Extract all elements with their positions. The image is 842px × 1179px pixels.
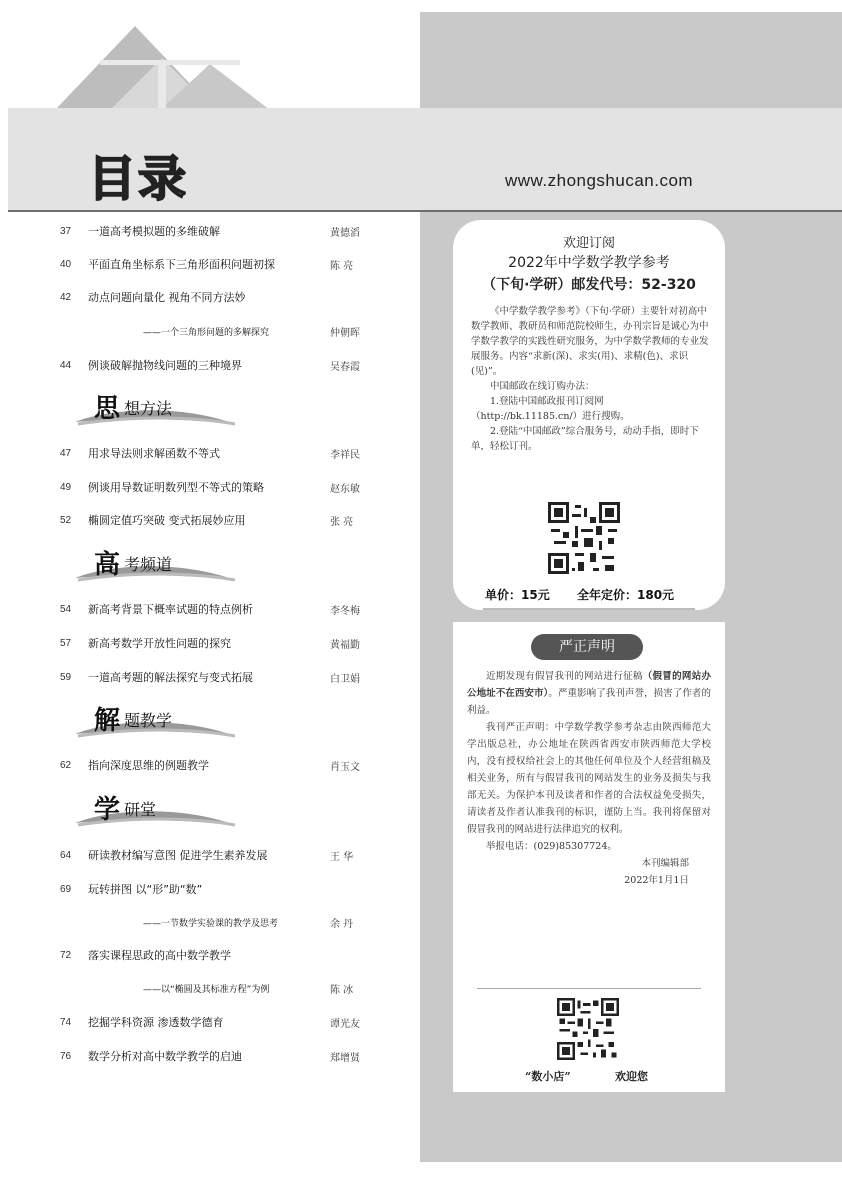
notice-p1-highlight: （假冒的网站办公地址不在西安市） bbox=[467, 671, 711, 699]
toc-page: 40 bbox=[60, 258, 72, 270]
shop-name: “数小店” bbox=[525, 1070, 571, 1083]
toc-author: 李冬梅 bbox=[330, 605, 360, 617]
toc-entry[interactable] bbox=[60, 844, 390, 866]
notice-p1-a: 近期发现有假冒我刊的网站进行征稿 bbox=[486, 671, 643, 682]
toc-page: 62 bbox=[60, 759, 72, 771]
toc-title: 研读教材编写意图 促进学生素养发展 bbox=[88, 849, 268, 862]
toc-entry[interactable] bbox=[60, 476, 390, 498]
toc-author: 仲朝晖 bbox=[330, 327, 360, 339]
toc-page: 64 bbox=[60, 849, 72, 861]
toc-title: 挖掘学科资源 渗透数学德育 bbox=[88, 1016, 224, 1029]
toc-page: 47 bbox=[60, 447, 72, 459]
section-banner-initial: 高 bbox=[94, 550, 121, 580]
subscribe-qr-code[interactable] bbox=[548, 502, 620, 574]
toc-entry[interactable] bbox=[60, 509, 390, 531]
toc-author: 肖玉文 bbox=[330, 761, 360, 773]
notice-stamp: 严正声明 bbox=[531, 634, 643, 660]
toc-entry[interactable] bbox=[60, 754, 390, 776]
toc-title: 玩转拼图 以“形”助“数” bbox=[88, 883, 203, 896]
section-banner-text: 想方法 bbox=[124, 399, 173, 418]
toc-entry[interactable] bbox=[60, 632, 390, 654]
toc-entry[interactable] bbox=[60, 286, 390, 308]
toc-page: 37 bbox=[60, 225, 72, 237]
toc-entry[interactable] bbox=[60, 1011, 390, 1033]
section-banner bbox=[70, 548, 240, 588]
subscribe-postal-code: （下旬·学研）邮发代号：52-320 bbox=[482, 277, 696, 293]
toc-page: 49 bbox=[60, 481, 72, 493]
toc-page: 72 bbox=[60, 949, 72, 961]
toc-title: 一道高考题的解法探究与变式拓展 bbox=[88, 671, 253, 684]
toc-entry[interactable] bbox=[60, 1045, 390, 1067]
toc-subtitle bbox=[60, 320, 390, 342]
toc-page: 54 bbox=[60, 603, 72, 615]
toc-page: 44 bbox=[60, 359, 72, 371]
toc-page: 42 bbox=[60, 291, 72, 303]
toc-author: 张 亮 bbox=[330, 516, 354, 528]
toc-title: 新高考背景下概率试题的特点例析 bbox=[88, 603, 253, 616]
annual-price: 全年定价：180元 bbox=[577, 588, 675, 602]
header-roof-graphic bbox=[40, 20, 300, 110]
toc-entry[interactable] bbox=[60, 253, 390, 275]
toc-entry[interactable] bbox=[60, 944, 390, 966]
toc-page: 74 bbox=[60, 1016, 72, 1028]
toc-author: 白卫娟 bbox=[330, 673, 360, 685]
subscribe-method-2: 2.登陆“中国邮政”综合服务号，动动手指，即时下单，轻松订刊。 bbox=[471, 426, 699, 452]
unit-price: 单价：15元 bbox=[485, 588, 550, 602]
subscribe-heading: 欢迎订阅 bbox=[562, 236, 615, 251]
toc-author: 余 丹 bbox=[330, 918, 354, 930]
notice-signature: 本刊编辑部 bbox=[641, 858, 689, 869]
toc-entry[interactable] bbox=[60, 220, 390, 242]
toc-entry[interactable] bbox=[60, 878, 390, 900]
website-url[interactable]: www.zhongshucan.com bbox=[505, 171, 694, 190]
notice-text bbox=[467, 668, 711, 889]
toc-title: 数学分析对高中数学教学的启迪 bbox=[88, 1050, 242, 1063]
toc-author: 谭光友 bbox=[330, 1018, 360, 1030]
toc-title: 指向深度思维的例题教学 bbox=[88, 759, 209, 772]
section-banner-initial: 学 bbox=[94, 795, 121, 825]
header-divider bbox=[8, 210, 842, 212]
subscribe-description bbox=[471, 304, 709, 454]
notice-divider bbox=[477, 988, 701, 989]
toc-author: 王 华 bbox=[330, 851, 354, 863]
toc-title: 用求导法则求解函数不等式 bbox=[88, 447, 220, 460]
toc-entry[interactable] bbox=[60, 666, 390, 688]
toc-page: 59 bbox=[60, 671, 72, 683]
page-title: 目录 bbox=[88, 151, 189, 207]
toc-title: 椭圆定值巧突破 变式拓展妙应用 bbox=[88, 514, 246, 527]
toc-title: 平面直角坐标系下三角形面积问题初探 bbox=[88, 258, 275, 271]
toc-subtitle bbox=[60, 911, 390, 933]
toc-subtitle bbox=[60, 977, 390, 999]
section-banner bbox=[70, 793, 240, 833]
section-banner bbox=[70, 704, 240, 744]
toc-author: 吴春霞 bbox=[330, 361, 360, 373]
subscribe-method-1[interactable]: 1.登陆中国邮政报刊订阅网（http://bk.11185.cn/）进行搜购。 bbox=[471, 396, 630, 422]
toc-title: ——一个三角形问题的多解探究 bbox=[143, 327, 270, 338]
toc-page: 69 bbox=[60, 883, 72, 895]
price-divider bbox=[483, 608, 695, 610]
section-banner-text: 考频道 bbox=[124, 555, 173, 574]
toc-title: 动点问题向量化 视角不同方法妙 bbox=[88, 291, 246, 304]
toc-title: ——以“椭圆及其标准方程”为例 bbox=[143, 984, 270, 995]
toc-title: 新高考数学开放性问题的探究 bbox=[88, 637, 231, 650]
section-banner-text: 题教学 bbox=[124, 711, 173, 730]
notice-date: 2022年1月1日 bbox=[624, 875, 689, 886]
toc-author: 黄福勤 bbox=[330, 639, 360, 651]
shop-welcome: 欢迎您 bbox=[615, 1070, 648, 1083]
toc-title: 例谈用导数证明数列型不等式的策略 bbox=[88, 481, 264, 494]
notice-p1-c: 。严重影响了我刊声誉，损害了作者的利益。 bbox=[467, 688, 711, 716]
section-banner-initial: 思 bbox=[94, 394, 121, 424]
toc-title: 例谈破解抛物线问题的三种境界 bbox=[88, 359, 242, 372]
toc-title: 落实课程思政的高中数学教学 bbox=[88, 949, 231, 962]
toc-author: 陈 冰 bbox=[330, 984, 354, 996]
toc-page: 57 bbox=[60, 637, 72, 649]
section-banner-initial: 解 bbox=[94, 706, 121, 736]
subscribe-method-heading: 中国邮政在线订购办法： bbox=[490, 381, 595, 392]
toc-title: 一道高考模拟题的多维破解 bbox=[88, 225, 220, 238]
section-banner bbox=[70, 392, 240, 432]
toc-entry[interactable] bbox=[60, 598, 390, 620]
toc-author: 郑增贤 bbox=[330, 1052, 360, 1064]
toc-title: ——一节数学实验课的教学及思考 bbox=[143, 918, 279, 929]
toc-author: 黄德滔 bbox=[330, 227, 360, 239]
toc-page: 76 bbox=[60, 1050, 72, 1062]
notice-phone: 举报电话：(029)85307724。 bbox=[486, 841, 617, 852]
toc-entry[interactable] bbox=[60, 354, 390, 376]
subscribe-journal: 2022年中学数学教学参考 bbox=[508, 255, 670, 271]
notice-panel bbox=[453, 622, 725, 1092]
toc-author: 陈 亮 bbox=[330, 260, 354, 272]
shop-qr-code[interactable] bbox=[557, 998, 619, 1060]
toc-author: 赵东敏 bbox=[330, 483, 360, 495]
toc-entry[interactable] bbox=[60, 442, 390, 464]
subscription-card bbox=[453, 220, 725, 610]
toc-page: 52 bbox=[60, 514, 72, 526]
notice-p2: 我刊严正声明：中学数学教学参考杂志由陕西师范大学出版总社，办公地址在陕西省西安市陕西师范大学校内，没有授权给社会上的其他任何单位及个人经营组稿及相关业务，所有与假冒我刊的网站发生的业务及损失与我部无关。为保护本刊及读者和作者的合法权益免受损失，请读者及作者认准我刊的标识，谨防上当。我刊将保留对假冒我刊的网站进行法律追究的权利。 bbox=[467, 722, 711, 835]
section-banner-text: 研堂 bbox=[124, 800, 157, 819]
toc-author: 李祥民 bbox=[330, 449, 360, 461]
subscribe-intro: 《中学数学教学参考》（下旬·学研）主要针对初高中数学教师、教研员和师范院校师生，办刊宗旨是诚心为中学数学教学的实践性研究服务，为中学数学教师的专业发展服务。内容“求新(深)、求实(用)、求精(色)、求识(见)”。 bbox=[471, 306, 709, 377]
